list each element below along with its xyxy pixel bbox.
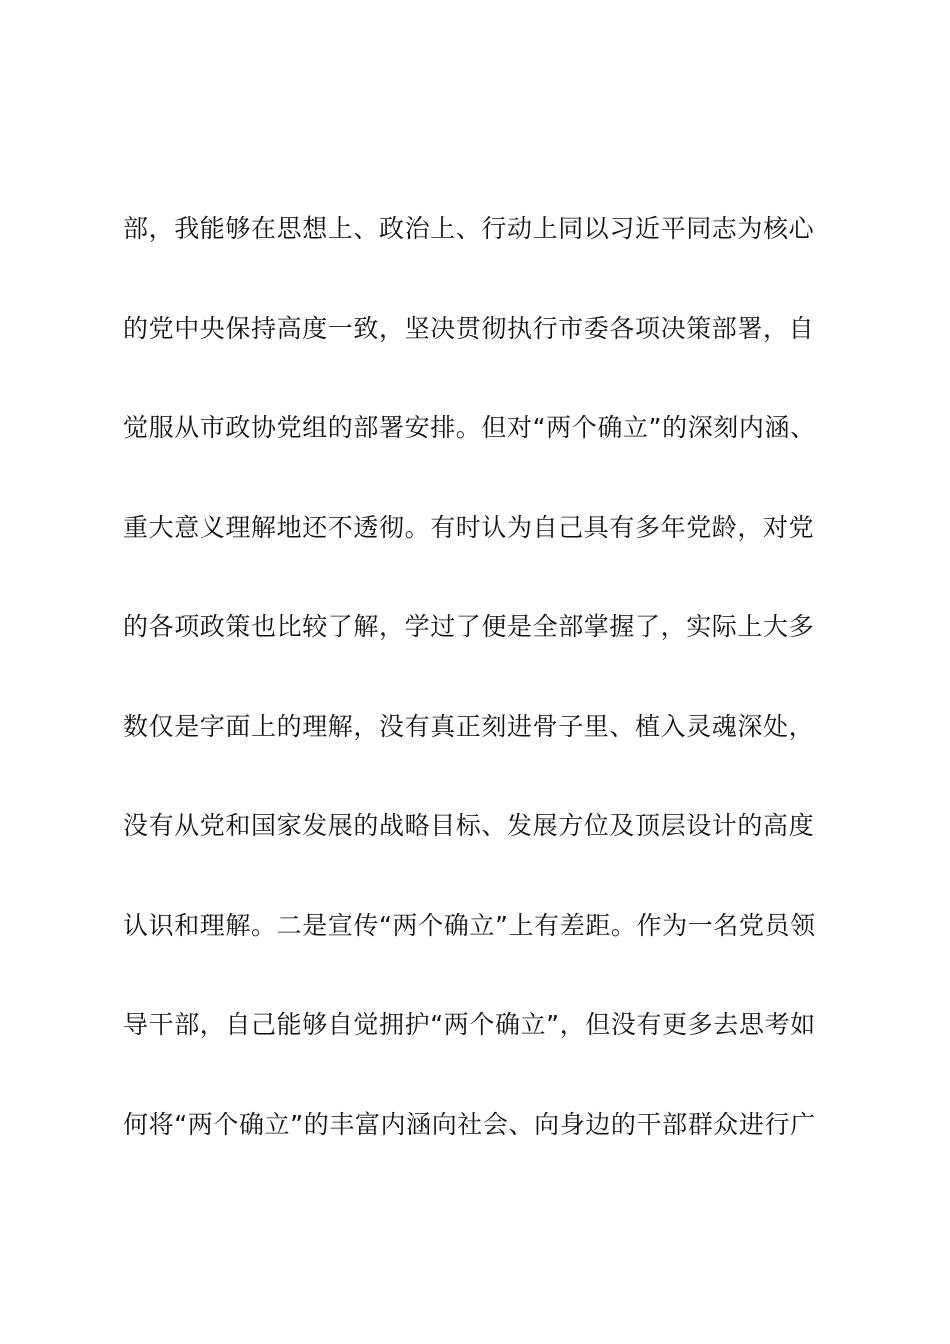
text-line-3: 觉服从市政协党组的部署安排。但对“两个确立”的深刻内涵、 — [123, 413, 816, 442]
text-line-8: 认识和理解。二是宣传“两个确立”上有差距。作为一名党员领 — [123, 910, 816, 940]
text-line-6: 数仅是字面上的理解，没有真正刻进骨子里、植入灵魂深处， — [123, 711, 815, 741]
text-line-4: 重大意义理解地还不透彻。有时认为自己具有多年党龄，对党 — [123, 512, 815, 542]
body-paragraph — [123, 203, 823, 1198]
text-line-10: 何将“两个确立”的丰富内涵向社会、向身边的干部群众进行广 — [123, 1109, 816, 1139]
text-line-2: 的党中央保持高度一致，坚决贯彻执行市委各项决策部署，自 — [123, 313, 815, 343]
text-line-1: 部，我能够在思想上、政治上、行动上同以习近平同志为核心 — [123, 214, 815, 243]
text-line-9: 导干部，自己能够自觉拥护“两个确立”，但没有更多去思考如 — [123, 1010, 816, 1039]
text-line-5: 的各项政策也比较了解，学过了便是全部掌握了，实际上大多 — [123, 612, 815, 641]
text-line-7: 没有从党和国家发展的战略目标、发展方位及顶层设计的高度 — [123, 811, 815, 840]
